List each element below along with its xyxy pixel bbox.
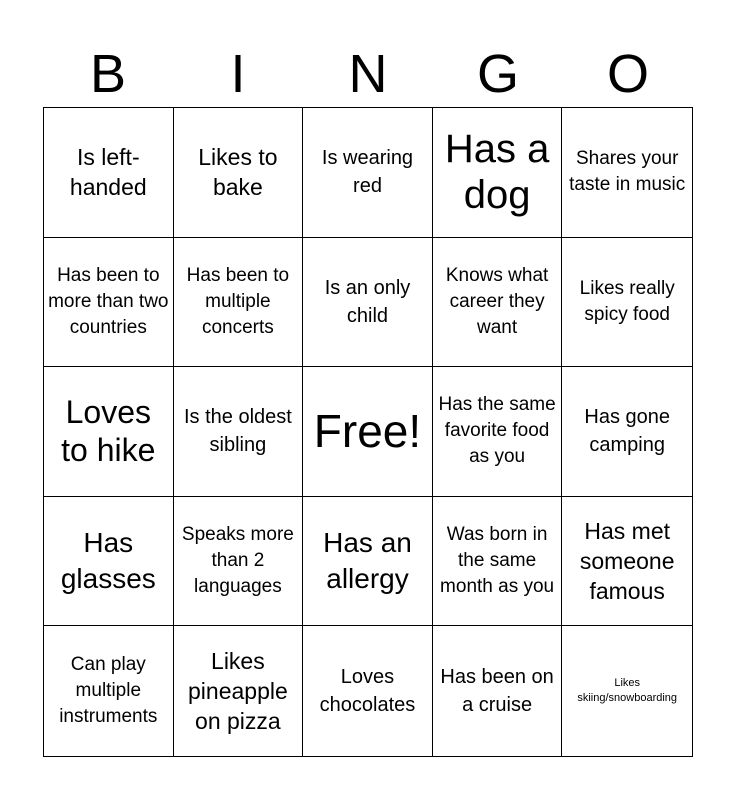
bingo-cell-r5c5	[562, 626, 692, 756]
bingo-cell-r1c4	[433, 108, 563, 238]
bingo-cell-r2c3	[303, 238, 433, 368]
bingo-cell-r2c5	[562, 238, 692, 368]
cell-label: Has met someone famous	[579, 518, 675, 605]
bingo-cell-r3c2	[174, 367, 304, 497]
cell-label: Was born in the same month as you	[440, 524, 555, 598]
cell-label: Knows what career they want	[445, 264, 549, 338]
cell-label: Has an allergy	[323, 527, 412, 595]
bingo-cell-r4c4	[433, 497, 563, 627]
cell-label: Speaks more than 2 languages	[181, 524, 294, 598]
header-letter-g: G	[476, 44, 519, 104]
bingo-cell-r4c1	[44, 497, 174, 627]
cell-label: Can play multiple instruments	[59, 654, 158, 728]
bingo-board	[43, 107, 693, 757]
cell-label: Is wearing red	[321, 147, 414, 198]
bingo-cell-r1c3	[303, 108, 433, 238]
bingo-cell-r5c4	[433, 626, 563, 756]
bingo-cell-r2c2	[174, 238, 304, 368]
bingo-header	[43, 40, 693, 108]
header-letter-i: I	[230, 44, 246, 104]
cell-label: Shares your taste in music	[569, 148, 686, 196]
bingo-cell-r5c3	[303, 626, 433, 756]
cell-label: Is the oldest sibling	[183, 406, 292, 457]
cell-label: Has been to multiple concerts	[186, 264, 290, 338]
bingo-cell-r1c5	[562, 108, 692, 238]
cell-label: Is an only child	[324, 276, 411, 327]
cell-label: Has gone camping	[584, 406, 670, 457]
bingo-cell-r1c1	[44, 108, 174, 238]
cell-label: Likes to bake	[198, 144, 278, 201]
cell-label: Has a dog	[444, 127, 550, 218]
cell-label: Loves to hike	[61, 394, 156, 469]
cell-label: Has glasses	[60, 527, 156, 595]
bingo-cell-r4c2	[174, 497, 304, 627]
bingo-cell-r5c2	[174, 626, 304, 756]
free-space-label: Free!	[313, 405, 422, 458]
cell-label: Has been on a cruise	[440, 666, 554, 717]
bingo-cell-r4c5	[562, 497, 692, 627]
bingo-cell-r5c1	[44, 626, 174, 756]
header-letter-b: B	[89, 44, 127, 104]
bingo-cell-r3c3	[303, 367, 433, 497]
cell-label: Loves chocolates	[319, 666, 416, 717]
bingo-cell-r4c3	[303, 497, 433, 627]
bingo-cell-r2c1	[44, 238, 174, 368]
bingo-cell-r3c1	[44, 367, 174, 497]
bingo-cell-r3c5	[562, 367, 692, 497]
header-letter-n: N	[348, 44, 388, 104]
header-letter-o: O	[606, 44, 649, 104]
bingo-cell-r2c4	[433, 238, 563, 368]
cell-label: Likes skiing/snowboarding	[577, 677, 678, 705]
cell-label: Is left-handed	[69, 144, 147, 201]
cell-label: Likes pineapple on pizza	[188, 648, 288, 735]
bingo-cell-r3c4	[433, 367, 563, 497]
cell-label: Likes really spicy food	[579, 277, 675, 325]
cell-label: Has the same favorite food as you	[438, 394, 556, 468]
bingo-cell-r1c2	[174, 108, 304, 238]
cell-label: Has been to more than two countries	[48, 264, 169, 338]
